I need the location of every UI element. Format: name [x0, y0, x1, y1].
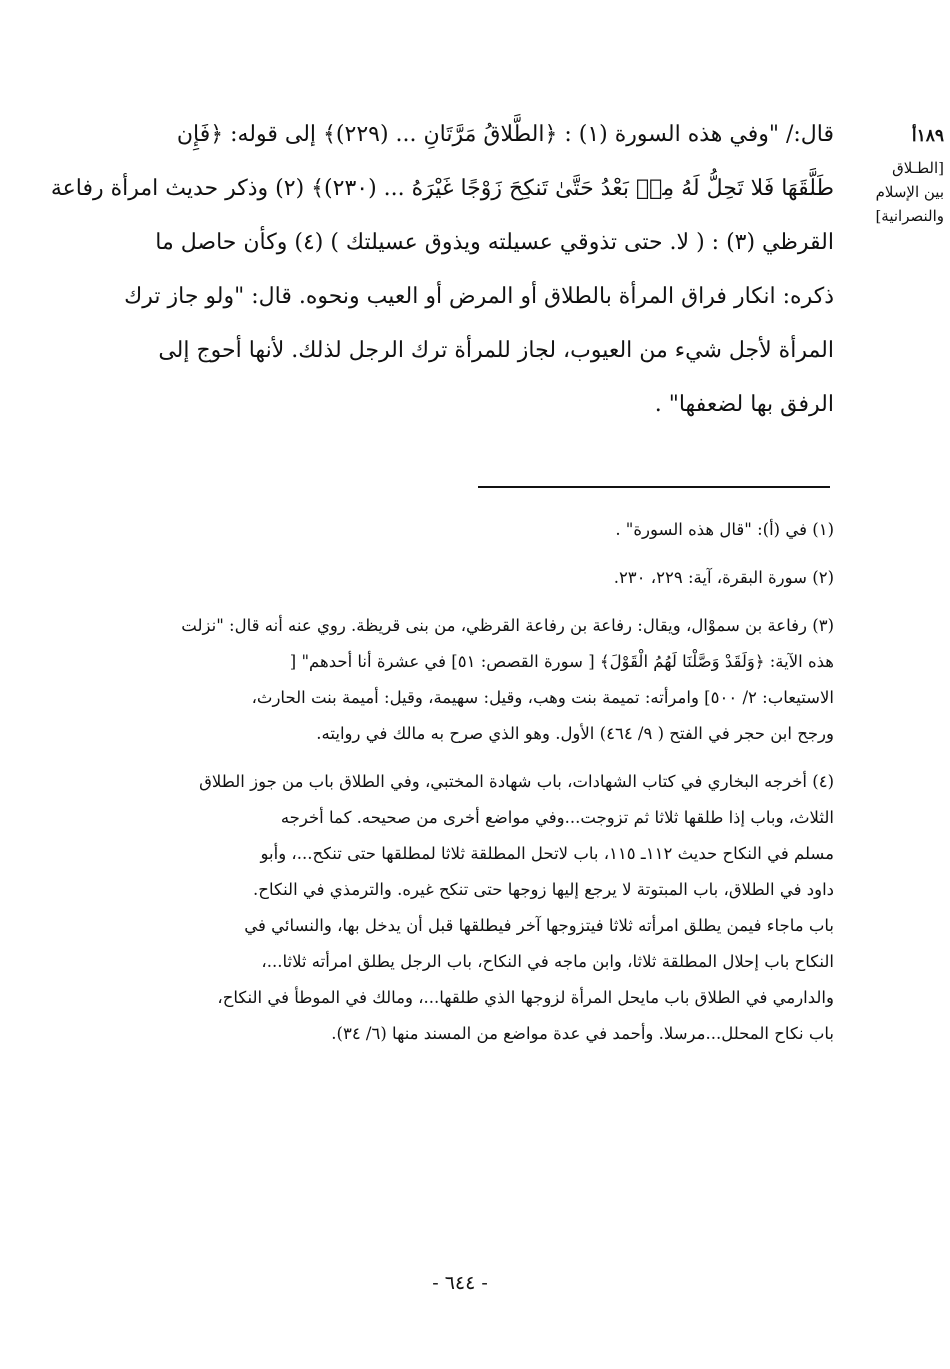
footnote-4 — [86, 764, 834, 1052]
margin-title-line: والنصرانية] — [875, 207, 944, 225]
folio-marker: ١٨٩أ — [911, 126, 944, 146]
footnote-line: النكاح باب إحلال المطلقة ثلاثا، وابن ماجه في النكاح، باب الرجل يطلق امرأته ثلاثا...، — [261, 952, 834, 971]
footnote-1 — [86, 512, 834, 548]
page-number: - ٦٤٤ - — [432, 1272, 488, 1294]
footnote-line: داود في الطلاق، باب المبتوتة لا يرجع إليها زوجها حتى تنكح غيره. والترمذي في النكاح. — [253, 880, 834, 899]
footnote-line: الاستيعاب: ٢/ ٥٠٠] وامرأته: تميمة بنت وهب، وقيل: سهيمة، وقيل: أميمة بنت الحارث، — [251, 688, 834, 707]
main-text-line: قال:/ "وفي هذه السورة (١) : ﴿الطَّلاقُ مَرَّتَانِ ... (٢٢٩)﴾ إلى قوله: ﴿فَإِن — [176, 122, 834, 147]
main-text-line: القرظي (٣) : ( لا. حتى تذوقي عسيلته ويذوق عسيلتك ) (٤) وكأن حاصل ما — [155, 230, 834, 255]
main-text-line: المرأة لأجل شيء من العيوب، لجاز للمرأة ترك الرجل لذلك. لأنها أحوج إلى — [158, 338, 834, 363]
main-text-line: الرفق بها لضعفها" . — [654, 392, 834, 417]
footnotes — [86, 512, 834, 1064]
footnote-line: مسلم في النكاح حديث ١١٢ـ ١١٥، باب لاتحل المطلقة ثلاثا لمطلقها حتى تنكح...، وأبو — [260, 844, 834, 863]
margin-title-line: بين الإسلام — [875, 183, 944, 201]
footnote-3 — [86, 608, 834, 752]
main-text-line: ذكره: انكار فراق المرأة بالطلاق أو المرض أو العيب ونحوه. قال: "ولو جاز ترك — [124, 284, 834, 309]
main-text — [50, 108, 834, 432]
footnote-2 — [86, 560, 834, 596]
footnote-line: (١) في (أ): "قال هذه السورة" . — [615, 520, 834, 539]
main-text-line: طَلَّقَهَا فَلا تَحِلُّ لَهُ مِنۢ بَعْدُ حَتَّىٰ تَنكِحَ زَوْجًا غَيْرَهُ ... (٢٣٠)﴾ (٢) وذكر حديث امرأة رفاعة — [50, 176, 834, 201]
footnote-line: باب نكاح المحلل...مرسلا. وأحمد في عدة مواضع من المسند منها (٦/ ٣٤). — [331, 1024, 834, 1043]
margin-title-line: [الطـلاق — [892, 159, 944, 177]
footnote-line: والدارمي في الطلاق باب مايحل المرأة لزوجها الذي طلقها...، ومالك في الموطأ في النكاح، — [217, 988, 834, 1007]
footnote-line: (٢) سورة البقرة، آية: ٢٢٩، ٢٣٠. — [613, 568, 834, 587]
margin-note — [858, 124, 944, 228]
footnote-line: ورجح ابن حجر في الفتح ( ٩/ ٤٦٤) الأول. وهو الذي صرح به مالك في روايته. — [316, 724, 834, 743]
footnote-line: (٤) أخرجه البخاري في كتاب الشهادات، باب شهادة المختبي، وفي الطلاق باب من جوز الطلاق — [199, 772, 834, 791]
footnote-line: (٣) رفاعة بن سموْال، ويقال: رفاعة بن رفاعة القرظي، من بنى قريظة. روي عنه أنه قال: "نزلت — [181, 616, 834, 635]
footnote-line: هذه الآية: ﴿وَلَقَدْ وَصَّلْنَا لَهُمُ الْقَوْلَ﴾ [ سورة القصص: ٥١] في عشرة أنا أحدهم" [ — [289, 652, 834, 671]
footnote-line: الثلاث، وباب إذا طلقها ثلاثا ثم تزوجت...وفي مواضع أخرى من صحيحه. كما أخرجه — [280, 808, 834, 827]
footnote-separator — [478, 486, 830, 488]
footnote-line: باب ماجاء فيمن يطلق امرأته ثلاثا فيتزوجها آخر فيطلقها قبل أن يدخل بها، والنسائي في — [244, 916, 834, 935]
